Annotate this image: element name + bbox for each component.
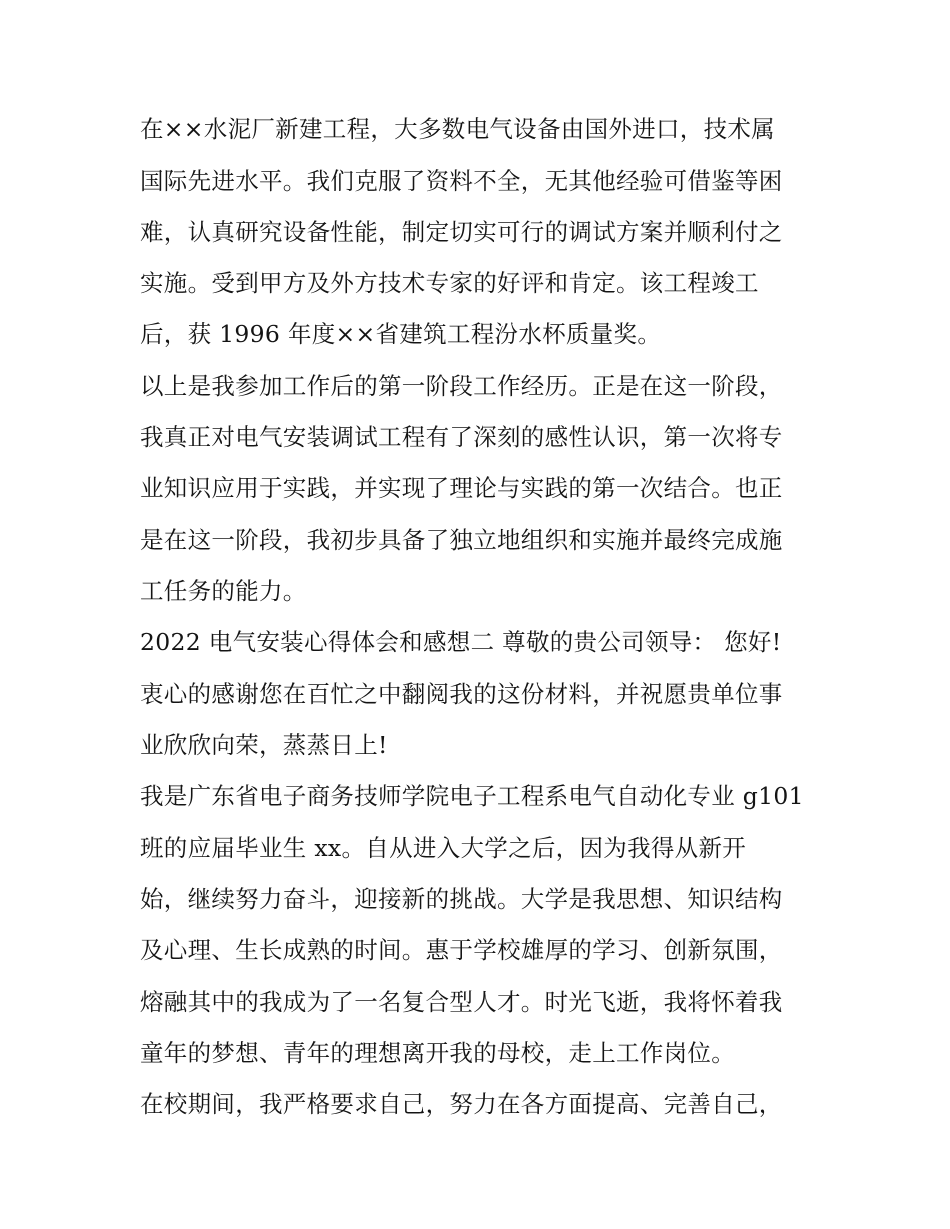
text-line: 在校期间，我严格要求自己，努力在各方面提高、完善自己， [140, 1090, 783, 1118]
text-line: 我是广东省电子商务技师学院电子工程系电气自动化专业 g101 [140, 782, 804, 810]
text-line: 2022 电气安装心得体会和感想二 尊敬的贵公司领导： 您好! [140, 628, 782, 656]
text-line: 以上是我参加工作后的第一阶段工作经历。正是在这一阶段， [140, 372, 783, 400]
text-line: 实施。受到甲方及外方技术专家的好评和肯定。该工程竣工 [140, 269, 759, 297]
text-line: 始，继续努力奋斗，迎接新的挑战。大学是我思想、知识结构 [140, 885, 783, 913]
text-line: 是在这一阶段，我初步具备了独立地组织和实施并最终完成施 [140, 526, 783, 554]
text-line: 后，获 1996 年度××省建筑工程汾水杯质量奖。 [140, 320, 662, 348]
text-line: 国际先进水平。我们克服了资料不全，无其他经验可借鉴等困 [140, 167, 783, 195]
text-line: 业欣欣向荣，蒸蒸日上! [140, 731, 388, 759]
text-line: 我真正对电气安装调试工程有了深刻的感性认识，第一次将专 [140, 423, 783, 451]
text-line: 熔融其中的我成为了一名复合型人才。时光飞逝，我将怀着我 [140, 988, 783, 1016]
text-line: 童年的梦想、青年的理想离开我的母校，走上工作岗位。 [140, 1039, 735, 1067]
text-line: 难，认真研究设备性能，制定切实可行的调试方案并顺利付之 [140, 218, 783, 246]
text-line: 班的应届毕业生 xx。自从进入大学之后，因为我得从新开 [140, 834, 747, 862]
text-line: 衷心的感谢您在百忙之中翻阅我的这份材料，并祝愿贵单位事 [140, 680, 783, 708]
text-line: 在××水泥厂新建工程，大多数电气设备由国外进口，技术属 [140, 115, 775, 143]
text-line: 及心理、生长成熟的时间。惠于学校雄厚的学习、创新氛围， [140, 936, 783, 964]
text-line: 工任务的能力。 [140, 577, 307, 605]
text-line: 业知识应用于实践，并实现了理论与实践的第一次结合。也正 [140, 474, 783, 502]
